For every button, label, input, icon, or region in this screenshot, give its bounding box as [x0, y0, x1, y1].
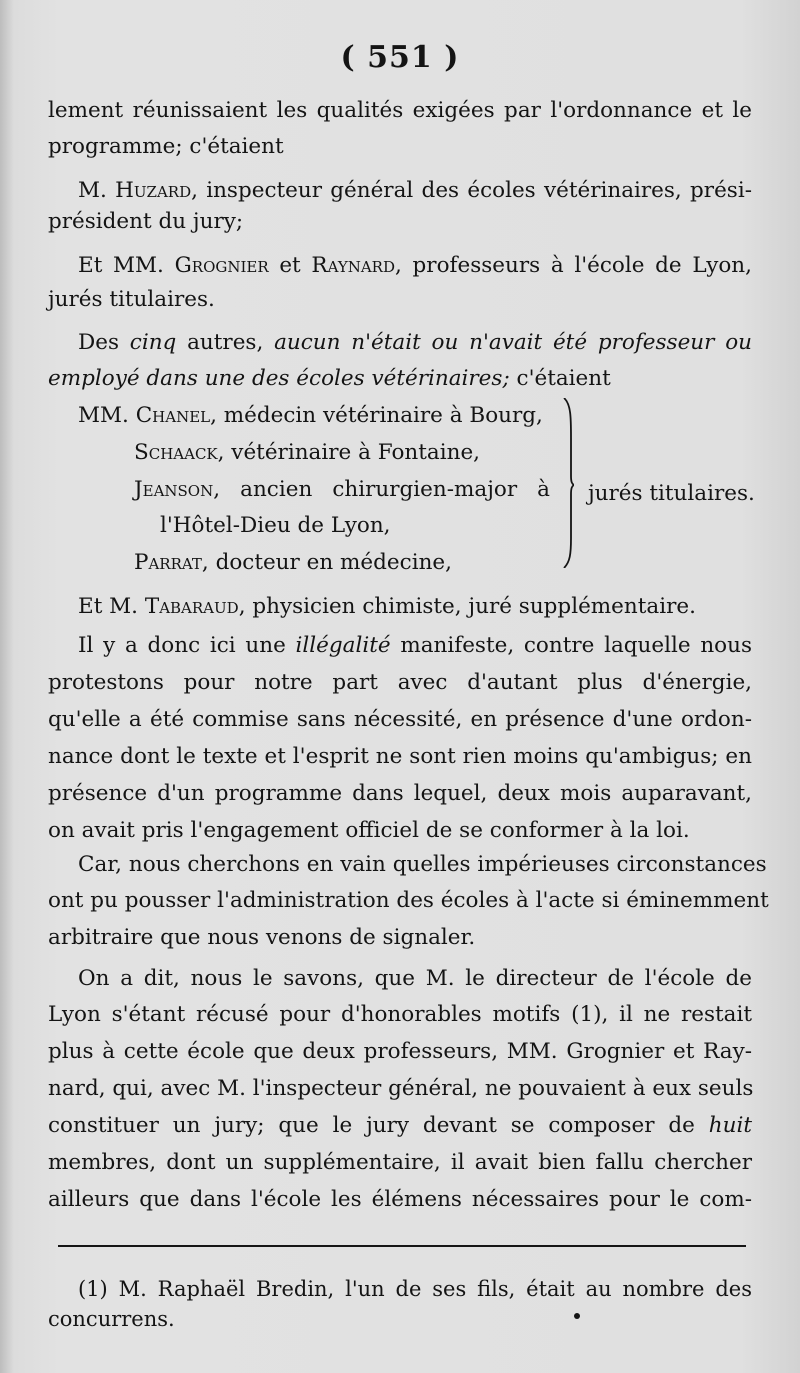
text-line: arbitraire que nous venons de signaler. [48, 925, 476, 950]
footnote-line: concurrens. [48, 1307, 175, 1331]
schaack-line: Schaack, vétérinaire à Fontaine, [134, 440, 480, 465]
text-line: qu'elle a été commise sans nécessité, en présence d'une ordon- [48, 707, 752, 732]
curly-brace [562, 398, 574, 568]
name-grognier: Grognier [174, 253, 269, 278]
text-line: nard, qui, avec M. l'inspecteur général, ne pouvaient à eux seuls [48, 1076, 754, 1101]
text-line: nance dont le texte et l'esprit ne sont rien moins qu'ambigus; en [48, 744, 752, 769]
employe-line: employé dans une des écoles vétérinaires; c'étaient [48, 366, 611, 391]
name-chanel: Chanel [135, 403, 211, 428]
name-jeanson: Jeanson [134, 477, 214, 502]
cinq-line: Des cinq autres, aucun n'était ou n'avait été professeur ou [78, 330, 752, 355]
grognier-line: Et MM. Grognier et Raynard, professeurs à l'école de Lyon, [78, 253, 752, 278]
jures-titulaires-label: jurés titulaires. [588, 481, 755, 506]
name-tabaraud: Tabaraud [144, 594, 239, 619]
illegalite-line: Il y a donc ici une illégalité manifeste, contre laquelle nous [78, 633, 753, 658]
huzard-line: M. Huzard, inspecteur général des écoles vétérinaires, prési- [78, 178, 752, 203]
tabaraud-line: Et M. Tabaraud, physicien chimiste, juré supplémentaire. [78, 594, 696, 619]
text-line: plus à cette école que deux professeurs, MM. Grognier et Ray- [48, 1039, 752, 1064]
parrat-line: Parrat, docteur en médecine, [134, 550, 452, 575]
name-schaack: Schaack [134, 440, 218, 465]
text-line: Lyon s'étant récusé pour d'honorables motifs (1), il ne restait [48, 1002, 752, 1027]
name-raynard: Raynard [311, 253, 395, 278]
name-huzard: Huzard [115, 178, 192, 203]
printer-mark [574, 1313, 580, 1319]
text-line: on avait pris l'engagement officiel de se conformer à la loi. [48, 818, 690, 843]
text-line: l'Hôtel-Dieu de Lyon, [160, 513, 391, 538]
text-line: président du jury; [48, 209, 244, 234]
text-line: lement réunissaient les qualités exigées par l'ordonnance et le [48, 98, 752, 123]
text-line: membres, dont un supplémentaire, il avait bien fallu chercher [48, 1150, 752, 1175]
footnote-divider [58, 1245, 746, 1247]
text-line: présence d'un programme dans lequel, deux mois auparavant, [48, 781, 752, 806]
text-line: programme; c'étaient [48, 134, 284, 159]
text-line: Car, nous cherchons en vain quelles impérieuses circonstances [78, 852, 767, 877]
page-number: ( 551 ) [340, 40, 460, 75]
jeanson-line: Jeanson, ancien chirurgien-major à [134, 477, 550, 502]
footnote-line: (1) M. Raphaël Bredin, l'un de ses fils, était au nombre des [78, 1277, 752, 1301]
jury-line: constituer un jury; que le jury devant se composer de huit [48, 1113, 752, 1138]
text-line: protestons pour notre part avec d'autant plus d'énergie, [48, 670, 752, 695]
text-line: On a dit, nous le savons, que M. le directeur de l'école de [78, 966, 752, 991]
name-parrat: Parrat [134, 550, 202, 575]
text-line: jurés titulaires. [48, 287, 215, 312]
text-line: ailleurs que dans l'école les élémens nécessaires pour le com- [48, 1187, 752, 1212]
chanel-line: MM. Chanel, médecin vétérinaire à Bourg, [78, 403, 543, 428]
text-line: ont pu pousser l'administration des écoles à l'acte si éminemment [48, 888, 769, 913]
